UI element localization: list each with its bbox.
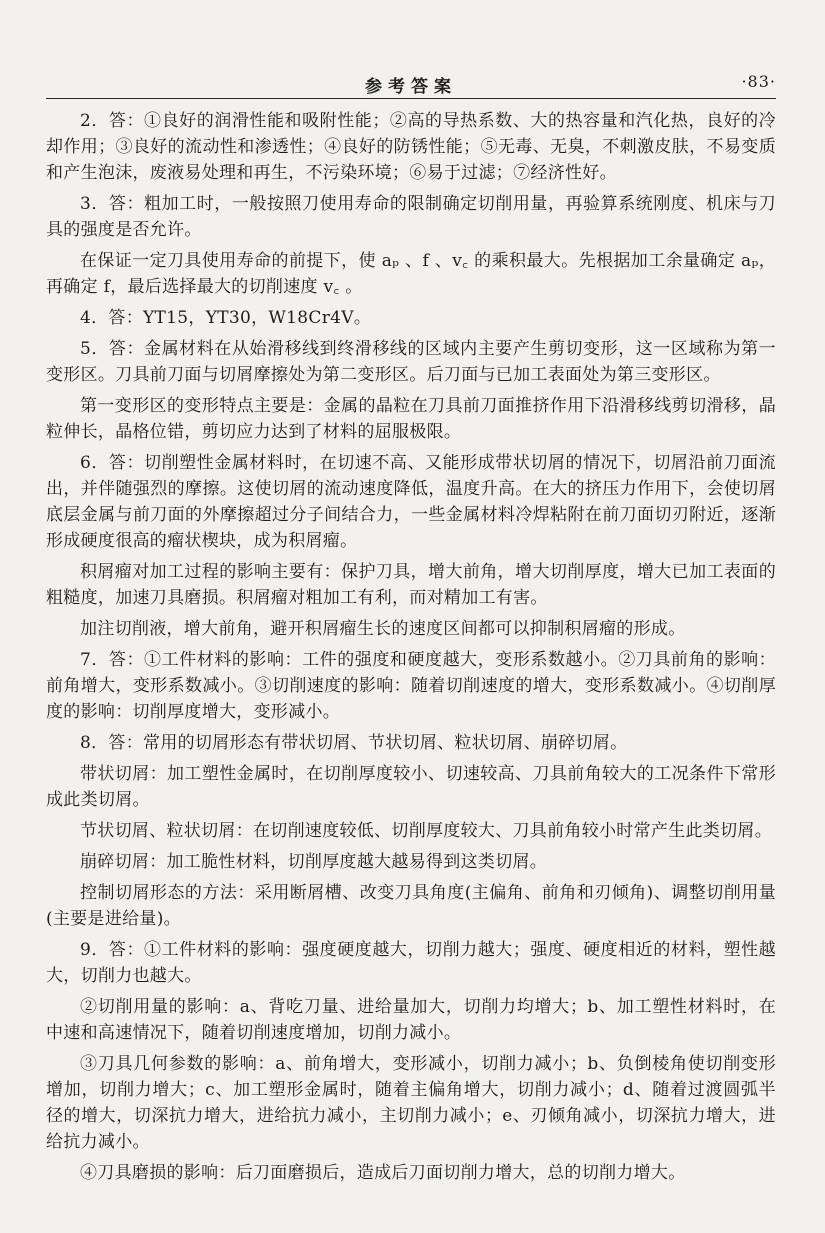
answer-8-crumble-chip: 崩碎切屑：加工脆性材料，切削厚度越大越易得到这类切屑。 (80, 852, 548, 872)
answer-8: 8．答：常用的切屑形态有带状切屑、节状切屑、粒状切屑、崩碎切屑。 (80, 733, 628, 753)
answer-5-detail: 第一变形区的变形特点主要是：金属的晶粒在刀具前刀面推挤作用下沿滑移线剪切滑移，晶粒伸长，晶格位错，剪切应力达到了材料的屈服极限。 (46, 396, 776, 442)
answer-2: 2．答：①良好的润滑性能和吸附性能；②高的导热系数、大的热容量和汽化热，良好的冷却作用；③良好的流动性和渗透性；④良好的防锈性能；⑤无毒、无臭，不刺激皮肤，不易变质和产生泡沫，废液易处理和再生，不污染环境；⑥易于过滤；⑦经济性好。 (46, 111, 776, 183)
answer-6-effects: 积屑瘤对加工过程的影响主要有：保护刀具，增大前角，增大切削厚度，增大已加工表面的粗糙度，加速刀具磨损。积屑瘤对粗加工有利，而对精加工有害。 (46, 562, 776, 608)
answer-6-suppression: 加注切削液，增大前角，避开积屑瘤生长的速度区间都可以抑制积屑瘤的形成。 (80, 619, 686, 639)
answer-6: 6．答：切削塑性金属材料时，在切速不高、又能形成带状切屑的情况下，切屑沿前刀面流出，并伴随强烈的摩擦。这使切屑的流动速度降低，温度升高。在大的挤压力作用下，会使切屑底层金属与前刀面的外摩擦超过分子间结合力，一些金属材料冷焊粘附在前刀面切刃附近，逐渐形成硬度很高的瘤状楔块，成为积屑瘤。 (46, 453, 776, 551)
answer-4: 4．答：YT15，YT30，W18Cr4V。 (80, 308, 372, 328)
answer-8-segment-chip: 节状切屑、粒状切屑：在切削速度较低、切削厚度较大、刀具前角较小时常产生此类切屑。 (80, 821, 772, 841)
header-title: 参考答案 (365, 77, 457, 97)
answer-7: 7．答：①工件材料的影响：工件的强度和硬度越大，变形系数越小。②刀具前角的影响：前角增大，变形系数减小。③切削速度的影响：随着切削速度的增大，变形系数减小。④切削厚度的影响：切削厚度增大，变形减小。 (46, 650, 776, 722)
page-header (46, 58, 776, 99)
answer-3-detail: 在保证一定刀具使用寿命的前提下，使 aₚ 、f 、v꜀ 的乘积最大。先根据加工余量确定 aₚ，再确定 f，最后选择最大的切削速度 v꜀ 。 (46, 251, 776, 297)
page-number: ·83· (741, 72, 776, 91)
answer-9-tool-geometry: ③刀具几何参数的影响：a、前角增大，变形减小，切削力减小；b、负倒棱角使切削变形增加，切削力增大；c、加工塑形金属时，随着主偏角增大，切削力减小；d、随着过渡圆弧半径的增大，切深抗力增大，进给抗力减小，主切削力减小；e、刃倾角减小，切深抗力增大，进给抗力减小。 (46, 1054, 776, 1152)
page-body (46, 108, 776, 1186)
answer-5: 5．答：金属材料在从始滑移线到终滑移线的区域内主要产生剪切变形，这一区域称为第一变形区。刀具前刀面与切屑摩擦处为第二变形区。后刀面与已加工表面处为第三变形区。 (46, 339, 776, 385)
answer-9-cutting-params: ②切削用量的影响：a、背吃刀量、进给量加大，切削力均增大；b、加工塑性材料时，在中速和高速情况下，随着切削速度增加，切削力减小。 (46, 997, 776, 1043)
answer-8-band-chip: 带状切屑：加工塑性金属时，在切削厚度较小、切速较高、刀具前角较大的工况条件下常形成此类切屑。 (46, 764, 776, 810)
answer-8-control: 控制切屑形态的方法：采用断屑槽、改变刀具角度(主偏角、前角和刃倾角)、调整切削用量(主要是进给量)。 (46, 883, 776, 929)
answer-9: 9．答：①工件材料的影响：强度硬度越大，切削力越大；强度、硬度相近的材料，塑性越大，切削力也越大。 (46, 940, 776, 986)
answer-3: 3．答：粗加工时，一般按照刀使用寿命的限制确定切削用量，再验算系统刚度、机床与刀具的强度是否允许。 (46, 194, 776, 240)
answer-9-tool-wear: ④刀具磨损的影响：后刀面磨损后，造成后刀面切削力增大，总的切削力增大。 (80, 1163, 686, 1183)
